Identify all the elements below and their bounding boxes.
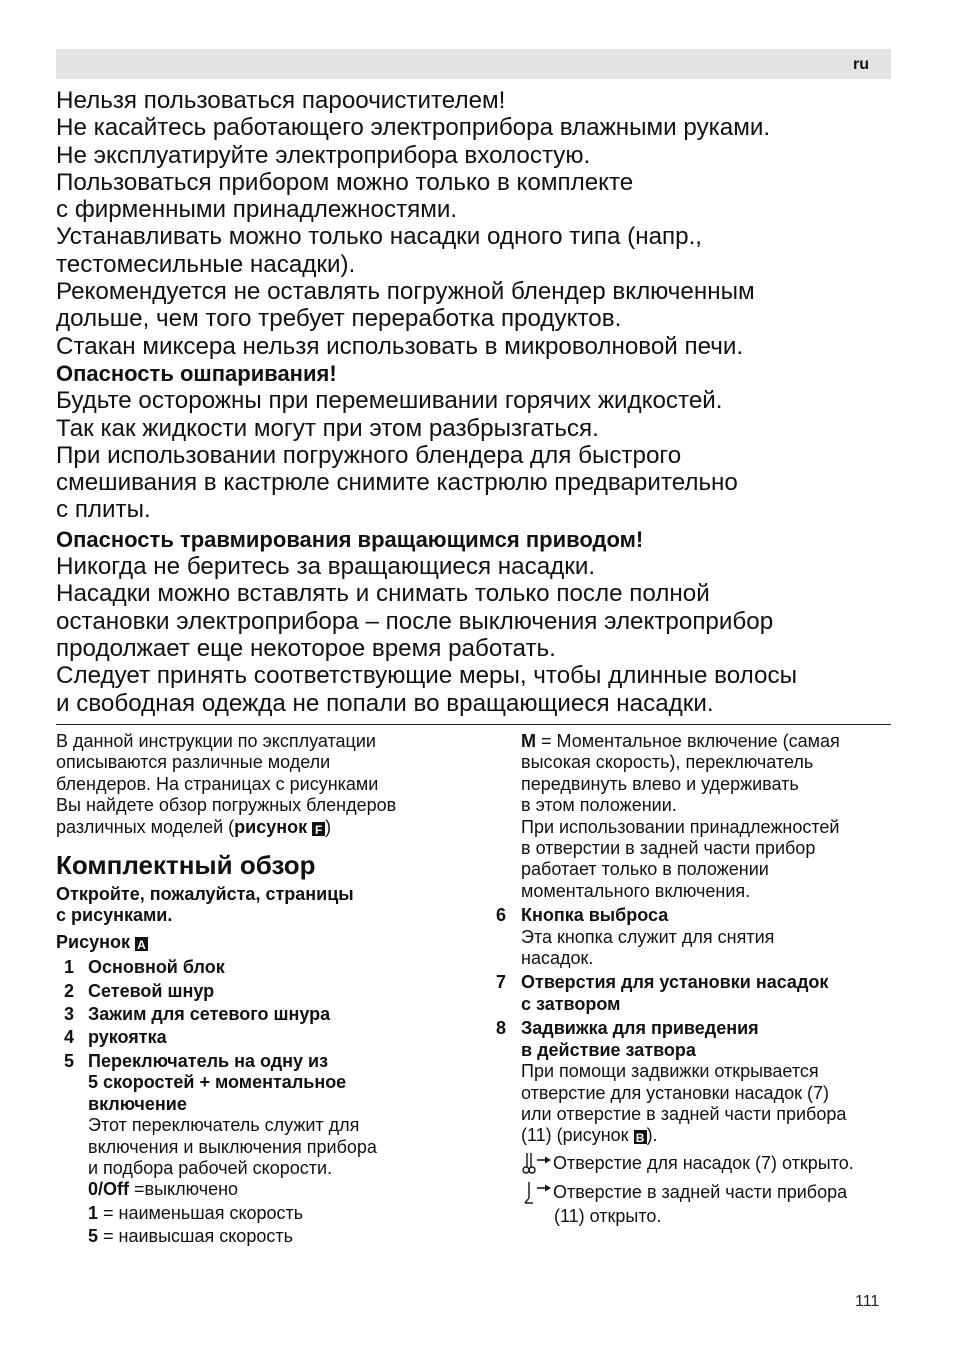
left-column — [56, 731, 476, 1250]
speed-min: 1 = наименьшая скорость — [88, 1202, 304, 1223]
list-item: 7 Отверстия для установки насадок с затвором — [496, 972, 829, 1014]
speed-off: 0/Off =выключено — [88, 1179, 239, 1200]
language-header-bar — [56, 49, 891, 79]
moment-switch-desc: M = Моментальное включение (самая высокая скорость), переключатель передвинуть влево и удерживать в этом положении. При использовании принадлежностей в отверстии в задней части прибор работает только в положении моментального включения. — [521, 731, 840, 901]
figure-b-badge: B — [634, 1130, 647, 1144]
note-attachments-open: Отверстие для насадок (7) открыто. — [521, 1153, 896, 1174]
intro-line: описываются различные модели — [56, 752, 331, 773]
safety-warnings — [56, 87, 896, 717]
list-item: 8 Задвижка для приведения в действие затвора При помощи задвижки открывается отверстие для установки насадок (7) или отверстие в задней части прибора (11) (рисунок B ). Отверстие для насадок (7) открыто. Отверстие в задней части прибора (11) открыто. — [496, 1018, 896, 1227]
section-divider — [56, 724, 891, 725]
figure-ref: рисунок — [234, 816, 308, 837]
page-number: 111 — [855, 1293, 880, 1310]
right-column — [496, 731, 896, 1229]
figure-label: Рисунок A — [56, 932, 476, 953]
note-rear-opening-open: Отверстие в задней части прибора — [521, 1182, 896, 1203]
intro-line: различных моделей (рисунок F ) — [56, 816, 332, 837]
open-pages-line: с рисунками. — [56, 905, 173, 926]
warning-line: Нельзя пользоваться пароочистителем! — [56, 87, 506, 114]
speed-max: 5 = наивысшая скорость — [88, 1226, 293, 1247]
section-title: Комплектный обзор — [56, 850, 316, 881]
warning-line: Так как жидкости могут при этом разбрызгаться. — [56, 414, 599, 442]
warning-line: Будьте осторожны при перемешивании горячих жидкостей. — [56, 387, 723, 415]
warning-line: При использовании погружного блендера для быстрого — [56, 441, 682, 469]
warning-line: Рекомендуется не оставлять погружной блендер включенным — [56, 278, 755, 306]
warning-line: и свободная одежда не попали во вращающиеся насадки. — [56, 689, 714, 717]
list-item: 5 Переключатель на одну из 5 скоростей + моментальное включение Этот переключатель служит для включения и выключения прибора и подбора рабочей скорости. 0/Off =выключено 1 = наименьшая скорость 5 = наивысшая скорость — [56, 1051, 476, 1248]
rear-slot-open-icon — [521, 1180, 553, 1206]
warning-line: Устанавливать можно только насадки одного типа (напр., — [56, 223, 703, 251]
list-item: 2 Сетевой шнур — [64, 980, 215, 1001]
figure-a-badge: A — [135, 937, 148, 951]
warning-line: Насадки можно вставлять и снимать только после полной — [56, 580, 710, 608]
whisk-slot-open-icon — [521, 1151, 553, 1177]
warning-line: дольше, чем того требует переработка продуктов. — [56, 305, 622, 333]
list-item: 3 Зажим для сетевого шнура — [64, 1004, 331, 1025]
figure-f-badge: F — [312, 822, 325, 836]
warning-line: продолжает еще некоторое время работать. — [56, 634, 556, 662]
intro-line: Вы найдете обзор погружных блендеров — [56, 795, 397, 816]
warning-line: Стакан миксера нельзя использовать в микроволновой печи. — [56, 332, 744, 360]
warning-line: Пользоваться прибором можно только в комплекте — [56, 168, 634, 196]
list-item: 6 Кнопка выброса Эта кнопка служит для снятия насадок. — [496, 905, 775, 969]
warning-line: Не касайтесь работающего электроприбора влажными руками. — [56, 114, 771, 142]
warning-line: Следует принять соответствующие меры, чтобы длинные волосы — [56, 662, 797, 690]
intro-line: В данной инструкции по эксплуатации — [56, 731, 376, 751]
parts-list — [56, 957, 476, 1247]
intro-line: блендеров. На страницах с рисунками — [56, 773, 379, 794]
warning-line: Не эксплуатируйте электроприбора вхолостую. — [56, 141, 591, 169]
warning-line: смешивания в кастрюле снимите кастрюлю предварительно — [56, 469, 738, 497]
parts-list-continued — [496, 905, 896, 1227]
warning-line: Никогда не беритесь за вращающиеся насадки. — [56, 553, 596, 581]
open-pages-line: Откройте, пожалуйста, страницы — [56, 884, 354, 905]
warning-line: с фирменными принадлежностями. — [56, 196, 458, 224]
list-item: 1 Основной блок — [64, 957, 225, 978]
language-code: ru — [853, 56, 869, 73]
warning-line: остановки электроприбора – после выключения электроприбор — [56, 607, 774, 635]
scald-danger-heading: Опасность ошпаривания! — [56, 360, 337, 386]
injury-danger-heading: Опасность травмирования вращающимся приводом! — [56, 526, 644, 552]
warning-line: с плиты. — [56, 496, 151, 524]
list-item: 4 рукоятка — [64, 1027, 167, 1048]
warning-line: тестомесильные насадки). — [56, 250, 356, 278]
